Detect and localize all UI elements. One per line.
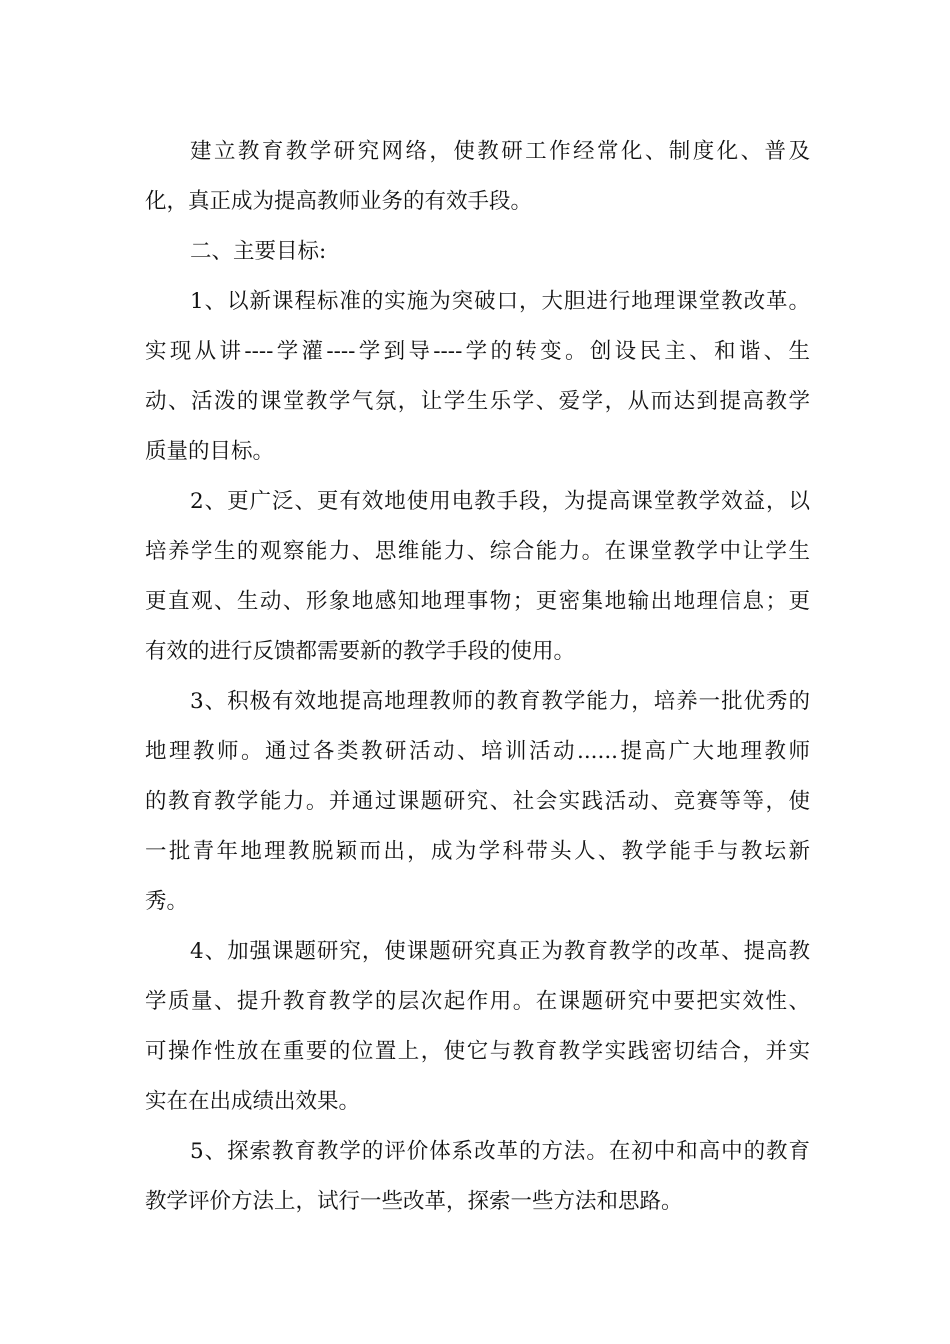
text-line: 有效的进行反馈都需要新的教学手段的使用。: [145, 639, 576, 664]
text-line: 可操作性放在重要的位置上，使它与教育教学实践密切结合，并实: [145, 1039, 810, 1064]
text-line: 建立教育教学研究网络，使教研工作经常化、制度化、普及: [190, 139, 810, 164]
text-line: 教学评价方法上，试行一些改革，探索一些方法和思路。: [145, 1189, 683, 1214]
text-line: 秀。: [145, 889, 189, 914]
text-line: 2、更广泛、更有效地使用电教手段，为提高课堂教学效益，以: [190, 489, 810, 514]
text-line: 动、活泼的课堂教学气氛，让学生乐学、爱学，从而达到提高教学: [145, 389, 810, 414]
text-line: 更直观、生动、形象地感知地理事物；更密集地输出地理信息；更: [145, 589, 810, 614]
text-line: 化，真正成为提高教师业务的有效手段。: [145, 189, 533, 214]
text-line: 一批青年地理教脱颖而出，成为学科带头人、教学能手与教坛新: [145, 839, 810, 864]
text-line: 实在在出成绩出效果。: [145, 1089, 361, 1114]
text-line: 3、积极有效地提高地理教师的教育教学能力，培养一批优秀的: [190, 689, 810, 714]
text-line: 1、以新课程标准的实施为突破口，大胆进行地理课堂教改革。: [190, 289, 810, 314]
text-line: 4、加强课题研究，使课题研究真正为教育教学的改革、提高教: [190, 939, 810, 964]
text-line: 培养学生的观察能力、思维能力、综合能力。在课堂教学中让学生: [145, 539, 810, 564]
text-line: 5、探索教育教学的评价体系改革的方法。在初中和高中的教育: [190, 1139, 810, 1164]
text-line: 地理教师。通过各类教研活动、培训活动......提高广大地理教师: [145, 739, 810, 764]
text-line: 的教育教学能力。并通过课题研究、社会实践活动、竞赛等等，使: [145, 789, 810, 814]
text-line: 学质量、提升教育教学的层次起作用。在课题研究中要把实效性、: [145, 989, 810, 1014]
section-heading: 二、主要目标:: [190, 239, 327, 264]
text-line: 实现从讲----学灌----学到导----学的转变。创设民主、和谐、生: [145, 339, 810, 364]
text-line: 质量的目标。: [145, 439, 275, 464]
